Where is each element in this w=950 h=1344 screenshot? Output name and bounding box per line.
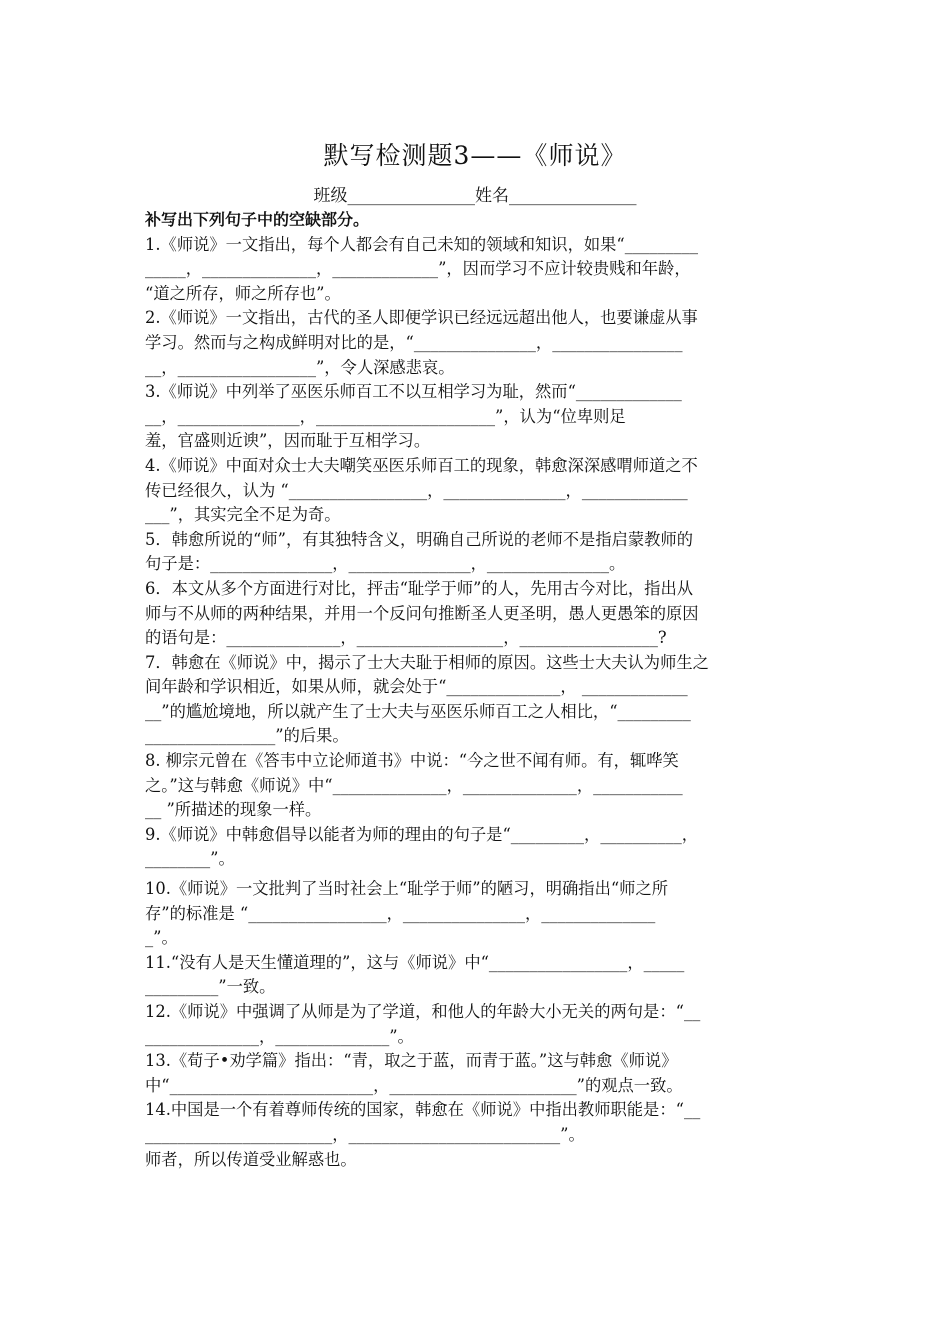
text-line: 师者，所以传道受业解惑也。: [145, 1149, 357, 1169]
text-line: ________________”的后果。: [145, 726, 349, 746]
text-line: 6．本文从多个方面进行对比，抨击“耻学于师”的人，先用古今对比，指出从: [145, 578, 694, 598]
text-line: __，_________________”，令人深感悲哀。: [145, 357, 455, 377]
text-line: 2.《师说》一文指出，古代的圣人即便学识已经远远超出他人，也要谦虚从事: [145, 308, 698, 328]
class-blank[interactable]: _______________: [347, 186, 475, 206]
text-line: 10.《师说》一文批判了当时社会上“耻学于师”的陋习，明确指出“师之所: [145, 879, 669, 899]
text-line: 存”的标准是 “_________________，_______________，______________: [145, 903, 656, 923]
text-line: 3.《师说》中列举了巫医乐师百工不以互相学习为耻，然而“_____________: [145, 382, 682, 402]
text-line: 句子是：_______________，_______________，_______________。: [145, 554, 626, 574]
text-line: 14.中国是一个有着尊师传统的国家，韩愈在《师说》中指出教师职能是：“__: [145, 1100, 701, 1120]
name-blank[interactable]: _______________: [509, 186, 637, 206]
text-line: 8. 柳宗元曾在《答韦中立论师道书》中说：“今之世不闻有师。有，辄哗笑: [145, 751, 679, 771]
text-line: _”。: [145, 928, 178, 948]
instruction: 补写出下列句子中的空缺部分。: [145, 210, 370, 229]
text-line: 传已经很久，认为 “_________________，_______________，_____________: [145, 480, 688, 500]
text-line: 羞，官盛则近谀”，因而耻于互相学习。: [145, 431, 431, 451]
text-line: ______________，______________”。: [145, 1026, 414, 1046]
text-line: _________”一致。: [145, 977, 276, 997]
text-line: 学习。然而与之构成鲜明对比的是，“_______________，________________: [145, 332, 683, 352]
text-line: _______________________，__________________________”。: [145, 1124, 585, 1144]
text-line: __”的尴尬境地，所以就产生了士大夫与巫医乐师百工之人相比，“_________: [145, 701, 691, 721]
text-line: __，_______________，______________________”，认为“位卑则足: [145, 406, 626, 426]
text-line: 中“_________________________，_______________________”的观点一致。: [145, 1075, 683, 1095]
text-line: 之。”这与韩愈《师说》中“______________，______________，___________: [145, 775, 683, 795]
text-line: ________”。: [145, 849, 235, 869]
text-line: 12.《师说》中强调了从师是为了学道，和他人的年龄大小无关的两句是：“__: [145, 1002, 701, 1021]
text-line: 5．韩愈所说的“师”，有其独特含义，明确自己所说的老师不是指启蒙教师的: [145, 529, 694, 549]
text-line: 4.《师说》中面对众士大夫嘲笑巫医乐师百工的现象，韩愈深深感喟师道之不: [145, 455, 698, 475]
text-line: 1.《师说》一文指出，每个人都会有自己未知的领域和知识，如果“_________: [145, 234, 699, 254]
name-label: 姓名: [475, 186, 509, 206]
text-line: 的语句是：______________，__________________，_________________?: [145, 628, 667, 648]
text-line: _____，______________，_____________”，因而学习不应计较贵贱和年龄，: [145, 259, 691, 279]
text-line: 间年龄和学识相近，如果从师，就会处于“______________， _____________: [145, 677, 688, 697]
text-line: 9.《师说》中韩愈倡导以能者为师的理由的句子是“_________，__________，: [145, 824, 699, 844]
student-info-row: [0, 181, 950, 206]
text-line: 13.《荀子•劝学篇》指出：“青，取之于蓝，而青于蓝。”这与韩愈《师说》: [145, 1051, 678, 1071]
class-label: 班级: [313, 186, 348, 206]
text-line: 7．韩愈在《师说》中，揭示了士大夫耻于相师的原因。这些士大夫认为师生之: [145, 652, 709, 672]
text-line: 11.“没有人是天生懂道理的”，这与《师说》中“_________________，_____: [145, 952, 685, 972]
text-line: __ ”所描述的现象一样。: [145, 800, 322, 820]
exercise-content: [145, 208, 807, 1172]
text-line: ___”，其实完全不足为奇。: [145, 505, 341, 525]
text-line: 师与不从师的两种结果，并用一个反问句推断圣人更圣明，愚人更愚笨的原因: [145, 603, 699, 623]
text-line: “道之所存，师之所存也”。: [145, 283, 341, 303]
page-title: 默写检测题3——《师说》: [323, 141, 627, 170]
